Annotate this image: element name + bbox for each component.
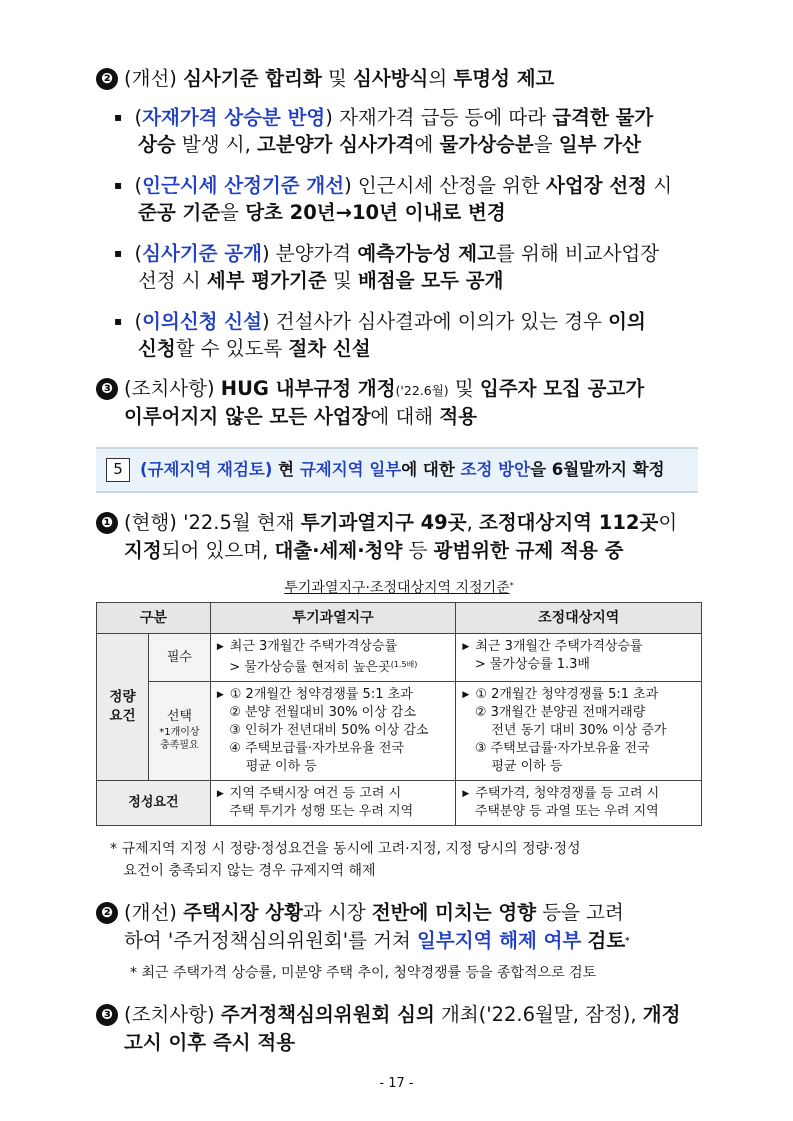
- table-footnote: * 규제지역 지정 시 정량·정성요건을 동시에 고려·지정, 지정 당시의 정량·정성 요건이 충족되지 않는 경우 규제지역 해제: [110, 841, 581, 879]
- criteria-table: [96, 602, 702, 826]
- bullet-continuation: 준공 기준을 당초 20년→10년 이내로 변경: [138, 201, 506, 224]
- heading-action-2-continuation: 고시 이후 즉시 적용: [124, 1031, 296, 1054]
- bullet-item: ▪ (자재가격 상승분 반영) 자재가격 급등 등에 따라 급격한 물가: [114, 106, 654, 129]
- table-header-row: 구분 투기과열지구 조정대상지역: [97, 603, 702, 634]
- heading-current: ❶ (현행) '22.5월 현재 투기과열지구 49곳, 조정대상지역 112곳이: [96, 506, 677, 540]
- table-row: 정량 요건 필수 ▶ 최근 3개월간 주택가격상승률 > 물가상승률 현저히 높은곳$^{(1.5배)}$ ▶ 최근 3개월간 주택가격상승률 > 물가상승률 1.3배: [97, 634, 702, 682]
- table-caption: 투기과열지구·조정대상지역 지정기준*: [284, 580, 514, 596]
- heading-action-continuation: 이루어지지 않은 모든 사업장에 대해 적용: [124, 405, 478, 428]
- page-number: - 17 -: [379, 1076, 414, 1091]
- heading-action-2: ❸ (조치사항) 주거정책심의위원회 심의 개최('22.6월말, 잠정), 개정: [96, 998, 680, 1032]
- bullet-item: ▪ (인근시세 산정기준 개선) 인근시세 산정을 위한 사업장 선정 시: [114, 174, 673, 197]
- heading-improvement-2-continuation: 하여 '주거정책심의위원회'를 거쳐 일부지역 해제 여부 검토*: [124, 929, 630, 952]
- heading-current-continuation: 지정되어 있으며, 대출·세제·청약 등 광범위한 규제 적용 중: [124, 539, 624, 562]
- table-row: 정성요건 ▶ 지역 주택시장 여건 등 고려 시 주택 투기가 성행 또는 우려 지역 ▶ 주택가격, 청약경쟁률 등 고려 시 주택분양 등 과열 또는 우려 지역: [97, 781, 702, 826]
- group-label: 정량 요건: [97, 634, 149, 781]
- circled-number: ❷: [96, 68, 118, 90]
- bullet-continuation: 신청할 수 있도록 절차 신설: [138, 337, 371, 360]
- table-row: 선택 *1개이상 충족필요 ▶ ① 2개월간 청약경쟁률 5:1 초과 ② 분양 전월대비 30% 이상 감소 ③ 인허가 전년대비 50% 이상 감소 ④ 주택보급률·자가보유율 전국 평균 이하 등 ▶ ① 2개월간 청약경쟁률 5:1 초과 ② 3개월간 분양권 전매거래량 전년 동기 대비 30% 이상 증가 ③ 주택보급률·자가보유율 전국 평균 이하 등: [97, 682, 702, 781]
- bullet-continuation: 상승 발생 시, 고분양가 심사가격에 물가상승분을 일부 가산: [138, 133, 641, 156]
- bullet-item: ▪ (이의신청 신설) 건설사가 심사결과에 이의가 있는 경우 이의: [114, 310, 646, 333]
- heading-action: ❸ (조치사항) HUG 내부규정 개정('22.6월) 및 입주자 모집 공고가: [96, 372, 644, 408]
- bullet-item: ▪ (심사기준 공개) 분양가격 예측가능성 제고를 위해 비교사업장: [114, 242, 660, 265]
- heading-improvement-2: ❷ (개선) 주택시장 상황과 시장 전반에 미치는 영향 등을 고려: [96, 896, 624, 930]
- bullet-continuation: 선정 시 세부 평가기준 및 배점을 모두 공개: [138, 269, 504, 292]
- heading-improvement: ❷ (개선) 심사기준 합리화 및 심사방식의 투명성 제고: [96, 62, 554, 96]
- section-number: 5: [106, 458, 130, 482]
- section-title: 5 (규제지역 재검토) 현 규제지역 일부에 대한 조정 방안을 6월말까지 확정: [106, 458, 665, 482]
- review-note: * 최근 주택가격 상승률, 미분양 주택 추이, 청약경쟁률 등을 종합적으로 검토: [130, 965, 597, 981]
